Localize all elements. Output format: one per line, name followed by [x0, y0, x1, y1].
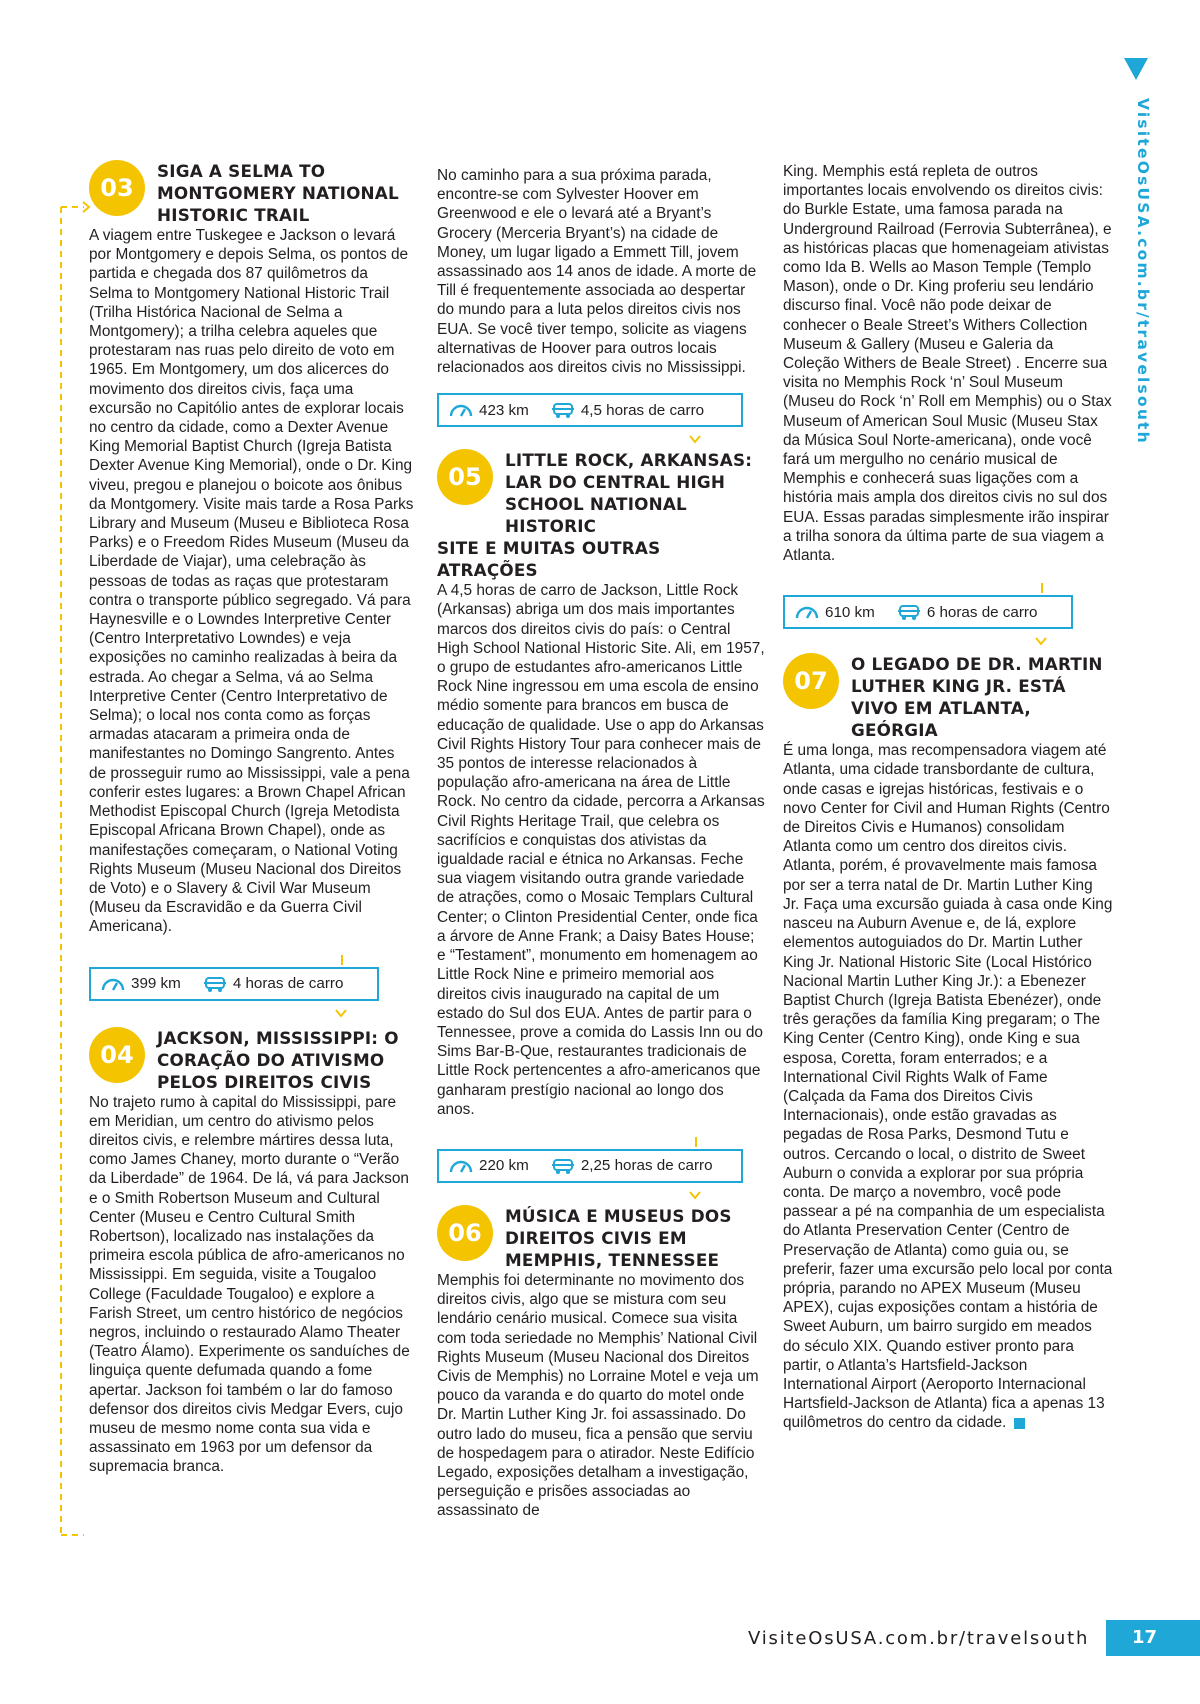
car-icon	[551, 1157, 575, 1175]
section-title: LITTLE ROCK, ARKANSAS: LAR DO CENTRAL HIGH SCHOOL NATIONAL HISTORIC	[505, 450, 753, 537]
triangle-down-icon	[1124, 58, 1148, 82]
section-05-header	[437, 449, 765, 581]
speedometer-icon	[449, 402, 473, 418]
section-05-header-top	[437, 449, 765, 537]
chevron-down-icon	[689, 1189, 701, 1201]
car-icon	[551, 401, 575, 419]
speedometer-icon	[101, 976, 125, 992]
drive-time-value: 2,25 horas de carro	[580, 1157, 713, 1175]
section-number-badge: 07	[783, 653, 839, 709]
section-07-text: É uma longa, mas recompensadora viagem até Atlanta, uma cidade transbordante de cultura, onde casas e igrejas históricas, festivais e o novo Center for Civil and Human Rights (Centro de Direitos Civis e Humanos) consolidam Atlanta como um centro dos direitos civis. Atlanta, porém, é provavelmente mais famosa por ser a terra natal de Dr. Martin Luther King Jr. Faça uma excursão guiada à casa onde King nasceu na Auburn Avenue e, de lá, explore elementos autoguiados do Dr. Martin Luther King Jr. National Historic Site (Local Histórico Nacional Martin Luther King Jr.): a Ebenezer Baptist Church (Igreja Batista Ebenézer), onde três gerações da família King pregaram; o The King Center (Centro King), onde King e sua esposa, Coretta, foram enterrados; e a International Civil Rights Walk of Fame (Calçada da Fama dos Direitos Civis Internacionais), onde estão gravadas as pegadas de Rosa Parks, Desmond Tutu e outros. Cercando o local, o distrito de Sweet Auburn o convida a explorar por sua própria conta. De março a novembro, você pode passear a pé na companhia de um especialista do Atlanta Preservation Center (Centro de Preservação de Atlanta) como guia ou, se preferir, fazer uma excursão pelo local por conta própria, parando no APEX Museum (Museu APEX), cujas exposições contam a história de Sweet Auburn, um bairro surgido em meados do século XIX. Quando estiver pronto para partir, o Atlanta’s Hartsfield-Jackson International Airport (Aeroporto Internacional Hartsfield-Jackson de Atlanta) fica a apenas 13 quilômetros do centro da cidade.	[783, 742, 1113, 1432]
section-03-body: A viagem entre Tuskegee e Jackson o levará por Montgomery e depois Selma, os pontos de partida e chegada dos 87 quilômetros da Selma to Montgomery National Historic Trail (Trilha Histórica Nacional de Selma a Montgomery); a trilha celebra aqueles que protestaram nas ruas pelo direito de voto em 1965. Em Montgomery, um dos alicerces do movimento dos direitos civis, faça uma excursão no Capitólio antes de explorar locais no centro da cidade, como a Dexter Avenue King Memorial Baptist Church (Igreja Batista Dexter Avenue King Memorial), onde o Dr. King viveu, pregou e planejou o boicote aos ônibus da Montgomery. Visite mais tarde a Rosa Parks Library and Museum (Museu e Biblioteca Rosa Parks) e o Freedom Rides Museum (Museu da Liberdade de Viajar), uma celebração às pessoas de todas as raças que protestaram contra o transporte público segregado. Vá para Haynesville e o Lowndes Interpretive Center (Centro Interpretativo Lowndes) e veja exposições no caminho realizadas à beira da estrada. Ao chegar a Selma, vá ao Selma Interpretive Center (Centro Interpretativo de Selma); o local nos conta como as forças armadas atacaram a primeira onda de manifestantes no Domingo Sangrento. Antes de prosseguir rumo ao Mississippi, vale a pena conferir estes lugares: a Brown Chapel African Methodist Episcopal Church (Igreja Metodista Episcopal Africana Brown Chapel), onde as manifestações começaram, o National Voting Rights Museum (Museu Nacional dos Direitos de Voto) e o Slavery & Civil War Museum (Museu da Escravidão e da Guerra Civil Americana).	[89, 227, 414, 936]
section-07-header	[783, 653, 1113, 741]
section-title: SIGA A SELMA TO MONTGOMERY NATIONAL HISTORIC TRAIL	[157, 161, 399, 225]
section-06-body: Memphis foi determinante no movimento dos direitos civis, algo que se mistura com seu lendário cenário musical. Comece sua visita com toda seriedade no Memphis’ National Civil Rights Museum (Museu Nacional dos Direitos Civis de Memphis) no Lorraine Motel e veja um pouco da varanda e do quarto do motel onde Dr. Martin Luther King Jr. foi assassinado. Do outro lado do museu, fica a pensão que serviu de hospedagem para o atirador. Neste Edifício Legado, exposições detalham a investigação, perseguição e prisões associadas ao assassinato de	[437, 1271, 759, 1520]
route-dash-line	[56, 205, 92, 1545]
section-title: JACKSON, MISSISSIPPI: O CORAÇÃO DO ATIVISMO PELOS DIREITOS CIVIS	[157, 1027, 399, 1092]
connector-line	[1041, 583, 1043, 593]
column-3	[783, 162, 1113, 1433]
section-04-body-continued: No caminho para a sua próxima parada, encontre-se com Sylvester Hoover em Greenwood e ele o levará até a Bryant’s Grocery (Merceria Bryant’s) na cidade de Money, um lugar ligado a Emmett Till, jovem assassinado aos 14 anos de idade. A morte de Till é frequentemente associada ao despertar do mundo para a luta pelos direitos civis nos EUA. Se você tiver tempo, solicite as viagens alternativas de Hoover para outros locais relacionados aos direitos civis no Mississippi.	[437, 167, 757, 377]
column-1	[89, 160, 415, 1477]
route-stats-box	[437, 393, 743, 427]
footer-url[interactable]: VisiteOsUSA.com.br/travelsouth	[748, 1628, 1090, 1649]
connector-line	[341, 955, 343, 965]
section-number-badge: 03	[89, 160, 145, 216]
section-06-body-continued: King. Memphis está repleta de outros importantes locais envolvendo os direitos civis: do Burkle Estate, uma famosa parada na Underground Railroad (Ferrovia Subterrânea), e as históricas placas que homenageiam ativistas como Ida B. Wells ao Mason Temple (Templo Mason), onde o Dr. King proferiu seu lendário discurso final. Você não pode deixar de conhecer o Beale Street’s Withers Collection Museum & Gallery (Museu e Galeria da Coleção Withers de Beale Street) . Encerre sua visita no Memphis Rock ‘n’ Soul Museum (Museu do Rock ‘n’ Roll em Memphis) ou o Stax Museum of American Soul Music (Museu Stax da Música Soul Norte-americana), onde você fará um mergulho no cenário musical de Memphis e conhecerá suas ligações com a história mais ampla dos direitos civis no sul dos EUA. Essas paradas simplesmente irão inspirar a trilha sonora da última parte de sua viagem a Atlanta.	[783, 163, 1112, 565]
distance-value: 423 km	[479, 401, 529, 419]
section-number-badge: 04	[89, 1027, 145, 1083]
speedometer-icon	[449, 1158, 473, 1174]
route-stats-box	[89, 967, 379, 1001]
section-number-badge: 06	[437, 1205, 493, 1261]
section-title: MÚSICA E MUSEUS DOS DIREITOS CIVIS EM MEMPHIS, TENNESSEE	[505, 1205, 732, 1270]
section-03-header	[89, 160, 415, 226]
distance-stat	[449, 1157, 529, 1174]
column-2	[437, 166, 765, 1521]
distance-stat	[795, 604, 875, 621]
sidebar-url[interactable]: VisiteOsUSA.com.br/travelsouth	[1134, 98, 1152, 445]
section-07-body	[783, 741, 1113, 1432]
chevron-down-icon	[1035, 635, 1047, 647]
distance-stat	[449, 402, 529, 419]
connector-line	[695, 1137, 697, 1147]
drive-time-stat	[897, 603, 1038, 621]
section-05-body: A 4,5 horas de carro de Jackson, Little Rock (Arkansas) abriga um dos mais importantes marcos dos direitos civis do país: o Central High School National Historic Site. Ali, em 1957, o grupo de estudantes afro-americanos Little Rock Nine ingressou em uma escola de ensino médio somente para brancos em busca de educação de qualidade. Use o app do Arkansas Civil Rights History Tour para conhecer mais de 35 pontos de interesse relacionados à população afro-americana na área de Little Rock. No centro da cidade, percorra a Arkansas Civil Rights Heritage Trail, que celebra os sacrifícios e conquistas dos ativistas da igualdade racial e étnica no Arkansas. Feche sua viagem visitando outra grande variedade de atrações, como o Mosaic Templars Cultural Center; o Clinton Presidential Center, onde fica a árvore de Anne Frank; a Daisy Bates House; e “Testament”, monumento em homenagem ao Little Rock Nine e primeiro memorial aos direitos civis inaugurado na capital de um estado do Sul dos EUA. Antes de partir para o Tennessee, prove a comida do Lassis Inn ou do Sims Bar-B-Que, restaurantes tradicionais de Little Rock pertencentes a afro-americanos que ganharam prestígio nacional ao longo dos anos.	[437, 582, 765, 1118]
speedometer-icon	[795, 604, 819, 620]
section-title-tail: SITE E MUITAS OUTRAS ATRAÇÕES	[437, 538, 661, 581]
section-06-header	[437, 1205, 765, 1271]
car-icon	[897, 603, 921, 621]
drive-time-value: 6 horas de carro	[926, 603, 1038, 621]
section-04-body: No trajeto rumo à capital do Mississippi, pare em Meridian, um centro do ativismo pelos direitos civis, e relembre mártires dessa luta, como James Chaney, morto durante o “Verão da Liberdade” de 1964. De lá, vá para Jackson e o Smith Robertson Museum and Cultural Center (Museu e Centro Cultural Smith Robertson), localizado nas instalações da primeira escola pública de afro-americanos no Mississippi. Em seguida, visite a Tougaloo College (Faculdade Tougaloo) e explore a Farish Street, um centro histórico de negócios negros, incluindo o restaurado Alamo Theater (Teatro Álamo). Experimente os sanduíches de linguiça quente defumada quando a fome apertar. Jackson foi também o lar do famoso defensor dos direitos civis Medgar Evers, cujo museu de mesmo nome conta sua vida e assassinato em 1963 por um defensor da supremacia branca.	[89, 1093, 410, 1476]
drive-time-stat	[203, 975, 344, 993]
route-stats-box	[437, 1149, 743, 1183]
section-title: O LEGADO DE DR. MARTIN LUTHER KING JR. ESTÁ VIVO EM ATLANTA, GEÓRGIA	[851, 654, 1103, 741]
distance-value: 610 km	[825, 603, 875, 621]
distance-stat	[101, 975, 181, 992]
page-number: 17	[1106, 1620, 1200, 1656]
drive-time-stat	[551, 1157, 713, 1175]
chevron-down-icon	[689, 433, 701, 445]
route-stats-box	[783, 595, 1073, 629]
section-04-header	[89, 1027, 415, 1093]
distance-value: 399 km	[131, 975, 181, 993]
section-number-badge: 05	[437, 449, 493, 505]
drive-time-value: 4,5 horas de carro	[580, 401, 705, 419]
car-icon	[203, 975, 227, 993]
distance-value: 220 km	[479, 1157, 529, 1175]
chevron-down-icon	[335, 1007, 347, 1019]
drive-time-value: 4 horas de carro	[232, 975, 344, 993]
drive-time-stat	[551, 401, 704, 419]
end-of-article-mark	[1014, 1418, 1025, 1429]
